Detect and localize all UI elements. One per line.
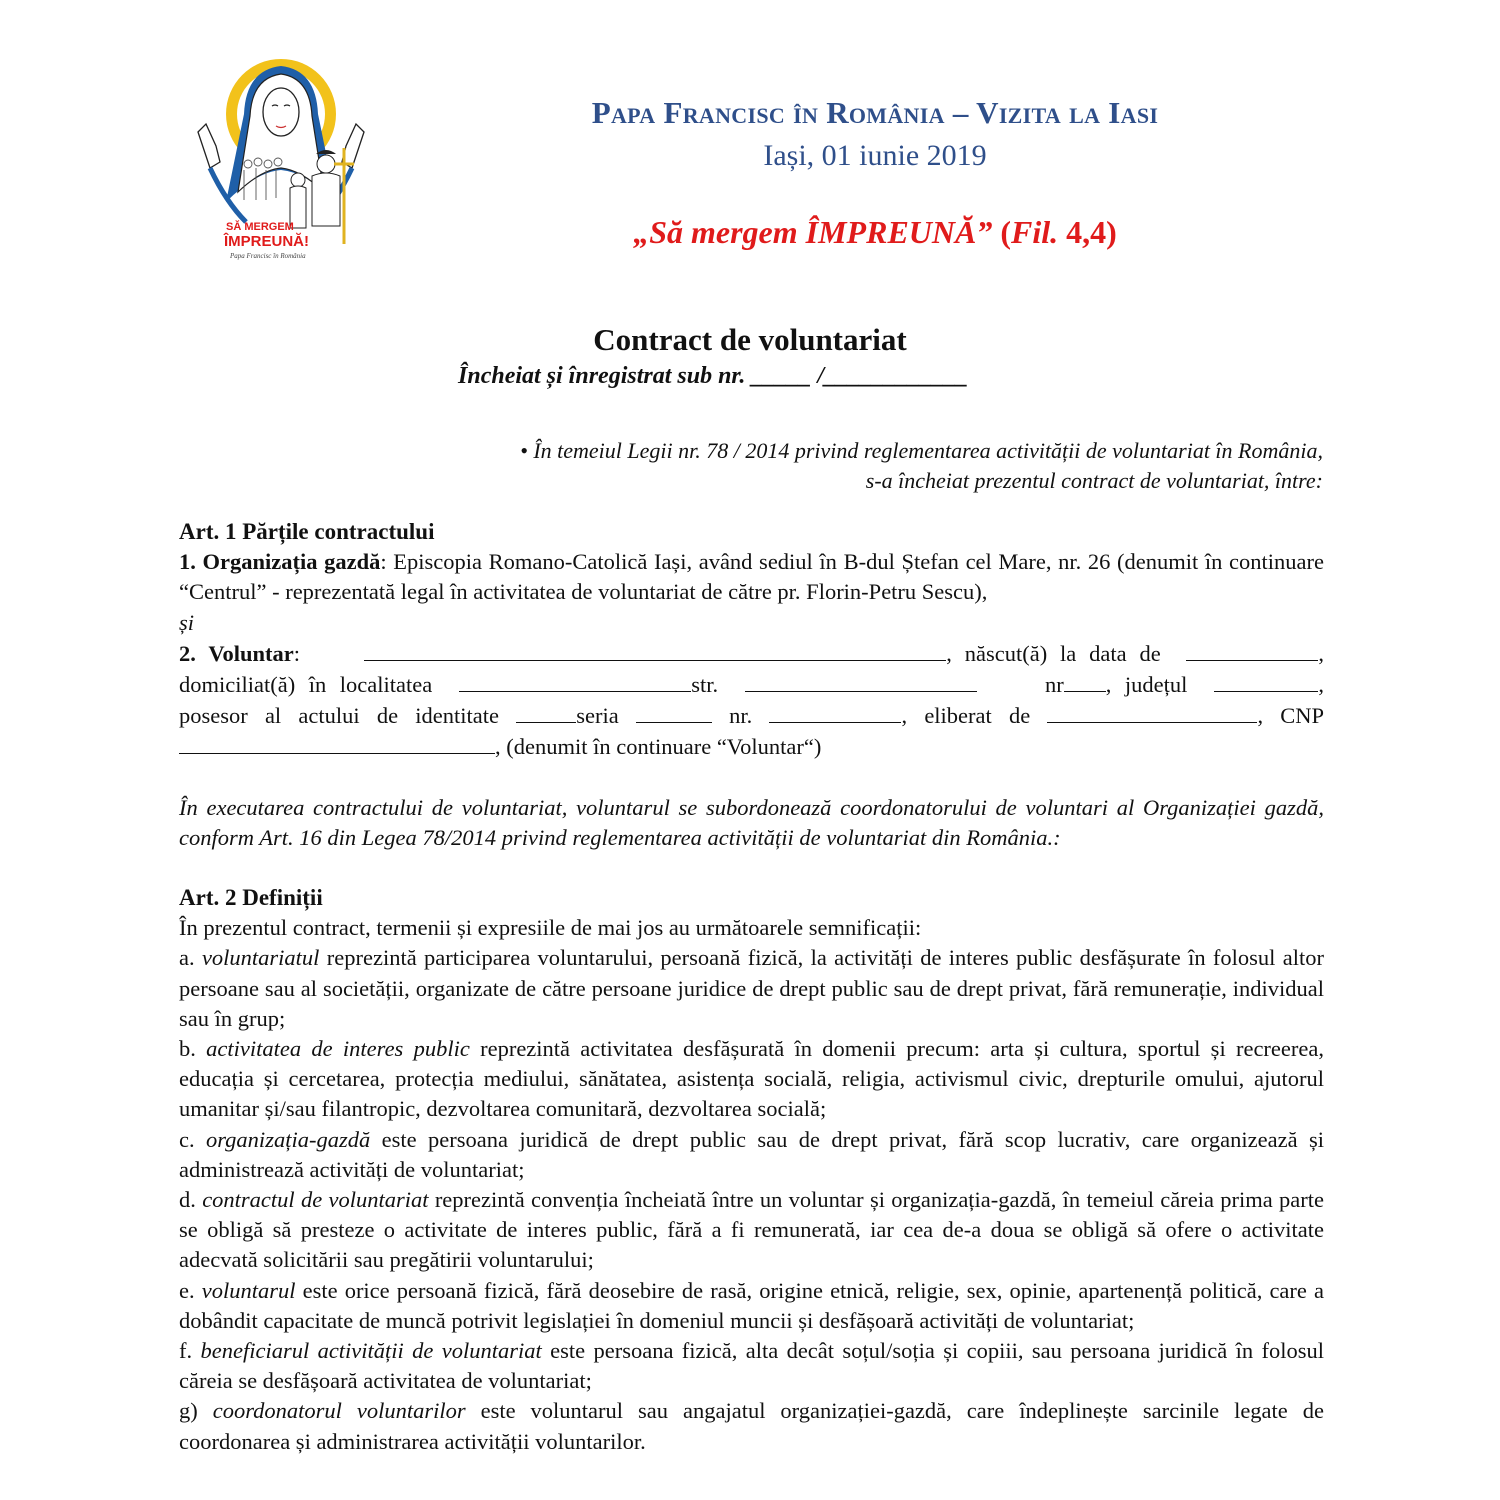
host-organization-label: 1. Organizația gazdă — [179, 549, 381, 575]
id-number-label: nr. — [729, 703, 753, 729]
event-logo — [186, 52, 376, 262]
legal-preamble — [520, 436, 1323, 496]
definitions-list — [179, 943, 1324, 1456]
definition-prefix: f. — [179, 1338, 201, 1364]
madonna-logo-icon — [186, 52, 376, 262]
document-title: Contract de voluntariat — [593, 322, 907, 357]
volunteer-label: 2. Voluntar — [179, 640, 294, 666]
definition-term: contractul de voluntariat — [202, 1187, 429, 1213]
motto-reference — [1000, 214, 1116, 250]
volunteer-clause-line1 — [179, 638, 1324, 669]
definition-term: voluntariatul — [201, 945, 320, 971]
volunteer-clause-line4 — [179, 731, 1324, 762]
born-label: , născut(ă) la data de — [946, 640, 1161, 666]
definition-prefix: b. — [179, 1036, 207, 1062]
street-field[interactable] — [745, 669, 977, 692]
host-organization-text: : Episcopia Romano-Catolică Iași, având sediul în B-dul Ștefan cel Mare, nr. 26 (denumit în continuare “Centrul” - reprezentată legal în activitatea de voluntariat de către pr. Florin-Petru Sescu), — [179, 549, 1324, 605]
volunteer-designation: , (denumit în continuare “Voluntar“) — [495, 734, 822, 760]
definition-term: organizația-gazdă — [206, 1126, 371, 1152]
conjunction-text: și — [179, 609, 195, 635]
definition-text: este orice persoană fizică, fără deosebire de rasă, origine etnică, religie, sex, opinie, apartenență politică, care a dobândit capacitate de muncă potrivit legislației în domeniul muncii și desfășoară activități de voluntariat; — [179, 1277, 1324, 1333]
definition-term: coordonatorul voluntarilor — [212, 1398, 466, 1424]
logo-tagline: Papa Francisc în România — [230, 252, 306, 260]
definition-prefix: e. — [179, 1277, 202, 1303]
locality-field[interactable] — [459, 669, 691, 692]
street-label: str. — [691, 672, 719, 698]
event-date: Iași, 01 iunie 2019 — [763, 139, 987, 172]
event-title: Papa Francisc în România – Vizita la Iasi — [591, 95, 1159, 130]
issued-by-label: , eliberat de — [901, 703, 1031, 729]
id-document-label: posesor al actului de identitate — [179, 703, 499, 729]
birth-date-field[interactable] — [1186, 638, 1318, 661]
volunteer-clause-line3 — [179, 700, 1324, 731]
event-motto — [480, 212, 1270, 252]
number-label: nr — [1044, 672, 1064, 698]
definition-text: este persoana fizică, alta decât soțul/soția și copiii, sau persoana juridică în folosul căreia se desfășoară activitatea de voluntariat; — [179, 1338, 1324, 1394]
street-number-field[interactable] — [1064, 669, 1106, 692]
logo-text-line2: ÎMPREUNĂ! — [224, 233, 309, 250]
issued-by-field[interactable] — [1047, 700, 1257, 723]
comma: , — [1318, 672, 1325, 698]
definition-term: activitatea de interes public — [206, 1036, 470, 1062]
motto-ref-book: Fil. — [1011, 214, 1059, 250]
definition-prefix: d. — [179, 1187, 203, 1213]
comma: , — [1318, 640, 1325, 666]
motto-quote: „Să mergem ÎMPREUNĂ” — [633, 214, 993, 250]
county-label: , județul — [1105, 672, 1188, 698]
definition-item — [179, 1396, 1324, 1456]
colon: : — [293, 640, 301, 666]
id-type-field[interactable] — [516, 700, 576, 723]
cnp-field[interactable] — [179, 731, 495, 754]
domicile-label: domiciliat(ă) în localitatea — [179, 672, 433, 698]
definition-item — [179, 1125, 1324, 1185]
definition-item — [179, 1276, 1324, 1336]
definition-item — [179, 1336, 1324, 1396]
preamble-line: s-a încheiat prezentul contract de voluntariat, între: — [865, 468, 1323, 493]
series-label: seria — [576, 703, 619, 729]
cnp-label: , CNP — [1257, 703, 1325, 729]
volunteer-clause-line2 — [179, 669, 1324, 700]
host-organization-clause — [179, 547, 1324, 607]
definitions-intro: În prezentul contract, termenii și expresiile de mai jos au următoarele semnificații: — [179, 915, 922, 941]
definition-text: reprezintă convenția încheiată între un voluntar și organizația-gazdă, în temeiul căreia prima parte se obligă să presteze o activitate de interes public, fără a fi remunerată, iar cea de-a doua se obligă să ofere o activitate adecvată solicitării sau pregătirii voluntarului; — [179, 1187, 1324, 1273]
definition-text: reprezintă activitatea desfășurată în domenii precum: arta și cultura, sportul și recreerea, educația și cercetarea, protecția mediului, sănătatea, asistența socială, religia, activismul civic, drepturile omului, ajutorul umanitar și/sau filantropic, dezvoltarea comunitară, dezvoltarea socială; — [179, 1036, 1324, 1122]
definition-prefix: c. — [179, 1126, 207, 1152]
registration-line: Încheiat și înregistrat sub nr. _____ /____________ — [458, 363, 969, 389]
conjunction — [179, 608, 1324, 638]
definition-prefix: g) — [179, 1398, 213, 1424]
definition-prefix: a. — [179, 945, 202, 971]
definition-text: este persoana juridică de drept public sau de drept privat, fără scop lucrativ, care organizează și administrează activități de voluntariat; — [179, 1126, 1324, 1182]
contract-body — [179, 517, 1324, 1457]
motto-ref-open: ( — [1000, 214, 1011, 250]
page-header — [480, 92, 1270, 252]
article-2-heading: Art. 2 Definiții — [179, 885, 323, 911]
preamble-line: • În temeiul Legii nr. 78 / 2014 privind reglementarea activității de voluntariat în România, — [520, 438, 1323, 463]
definition-term: voluntarul — [201, 1277, 296, 1303]
logo-text-line1: SĂ MERGEM — [226, 221, 294, 233]
article-1-heading: Art. 1 Părțile contractului — [179, 519, 435, 544]
subordination-clause: În executarea contractului de voluntariat, voluntarul se subordonează coordonatorului de voluntari al Organizației gazdă, conform Art. 16 din Legea 78/2014 privind reglementarea activității de voluntariat din România.: — [179, 794, 1324, 850]
definition-term: beneficiarul activității de voluntariat — [200, 1338, 542, 1364]
definition-text: este voluntarul sau angajatul organizației-gazdă, care îndeplinește sarcinile legate de coordonarea și administrarea activității voluntarilor. — [179, 1398, 1324, 1454]
motto-ref-verse: 4,4) — [1058, 214, 1117, 250]
definition-item — [179, 943, 1324, 1034]
id-series-field[interactable] — [636, 700, 712, 723]
volunteer-name-field[interactable] — [364, 638, 946, 661]
definition-item — [179, 1185, 1324, 1276]
definition-item — [179, 1034, 1324, 1125]
definition-text: reprezintă participarea voluntarului, persoană fizică, la activități de interes public desfășurate în folosul altor persoane sau al societății, organizate de către persoane juridice de drept public sau de drept privat, fără remunerație, individual sau în grup; — [179, 945, 1324, 1031]
county-field[interactable] — [1214, 669, 1318, 692]
id-number-field[interactable] — [769, 700, 901, 723]
